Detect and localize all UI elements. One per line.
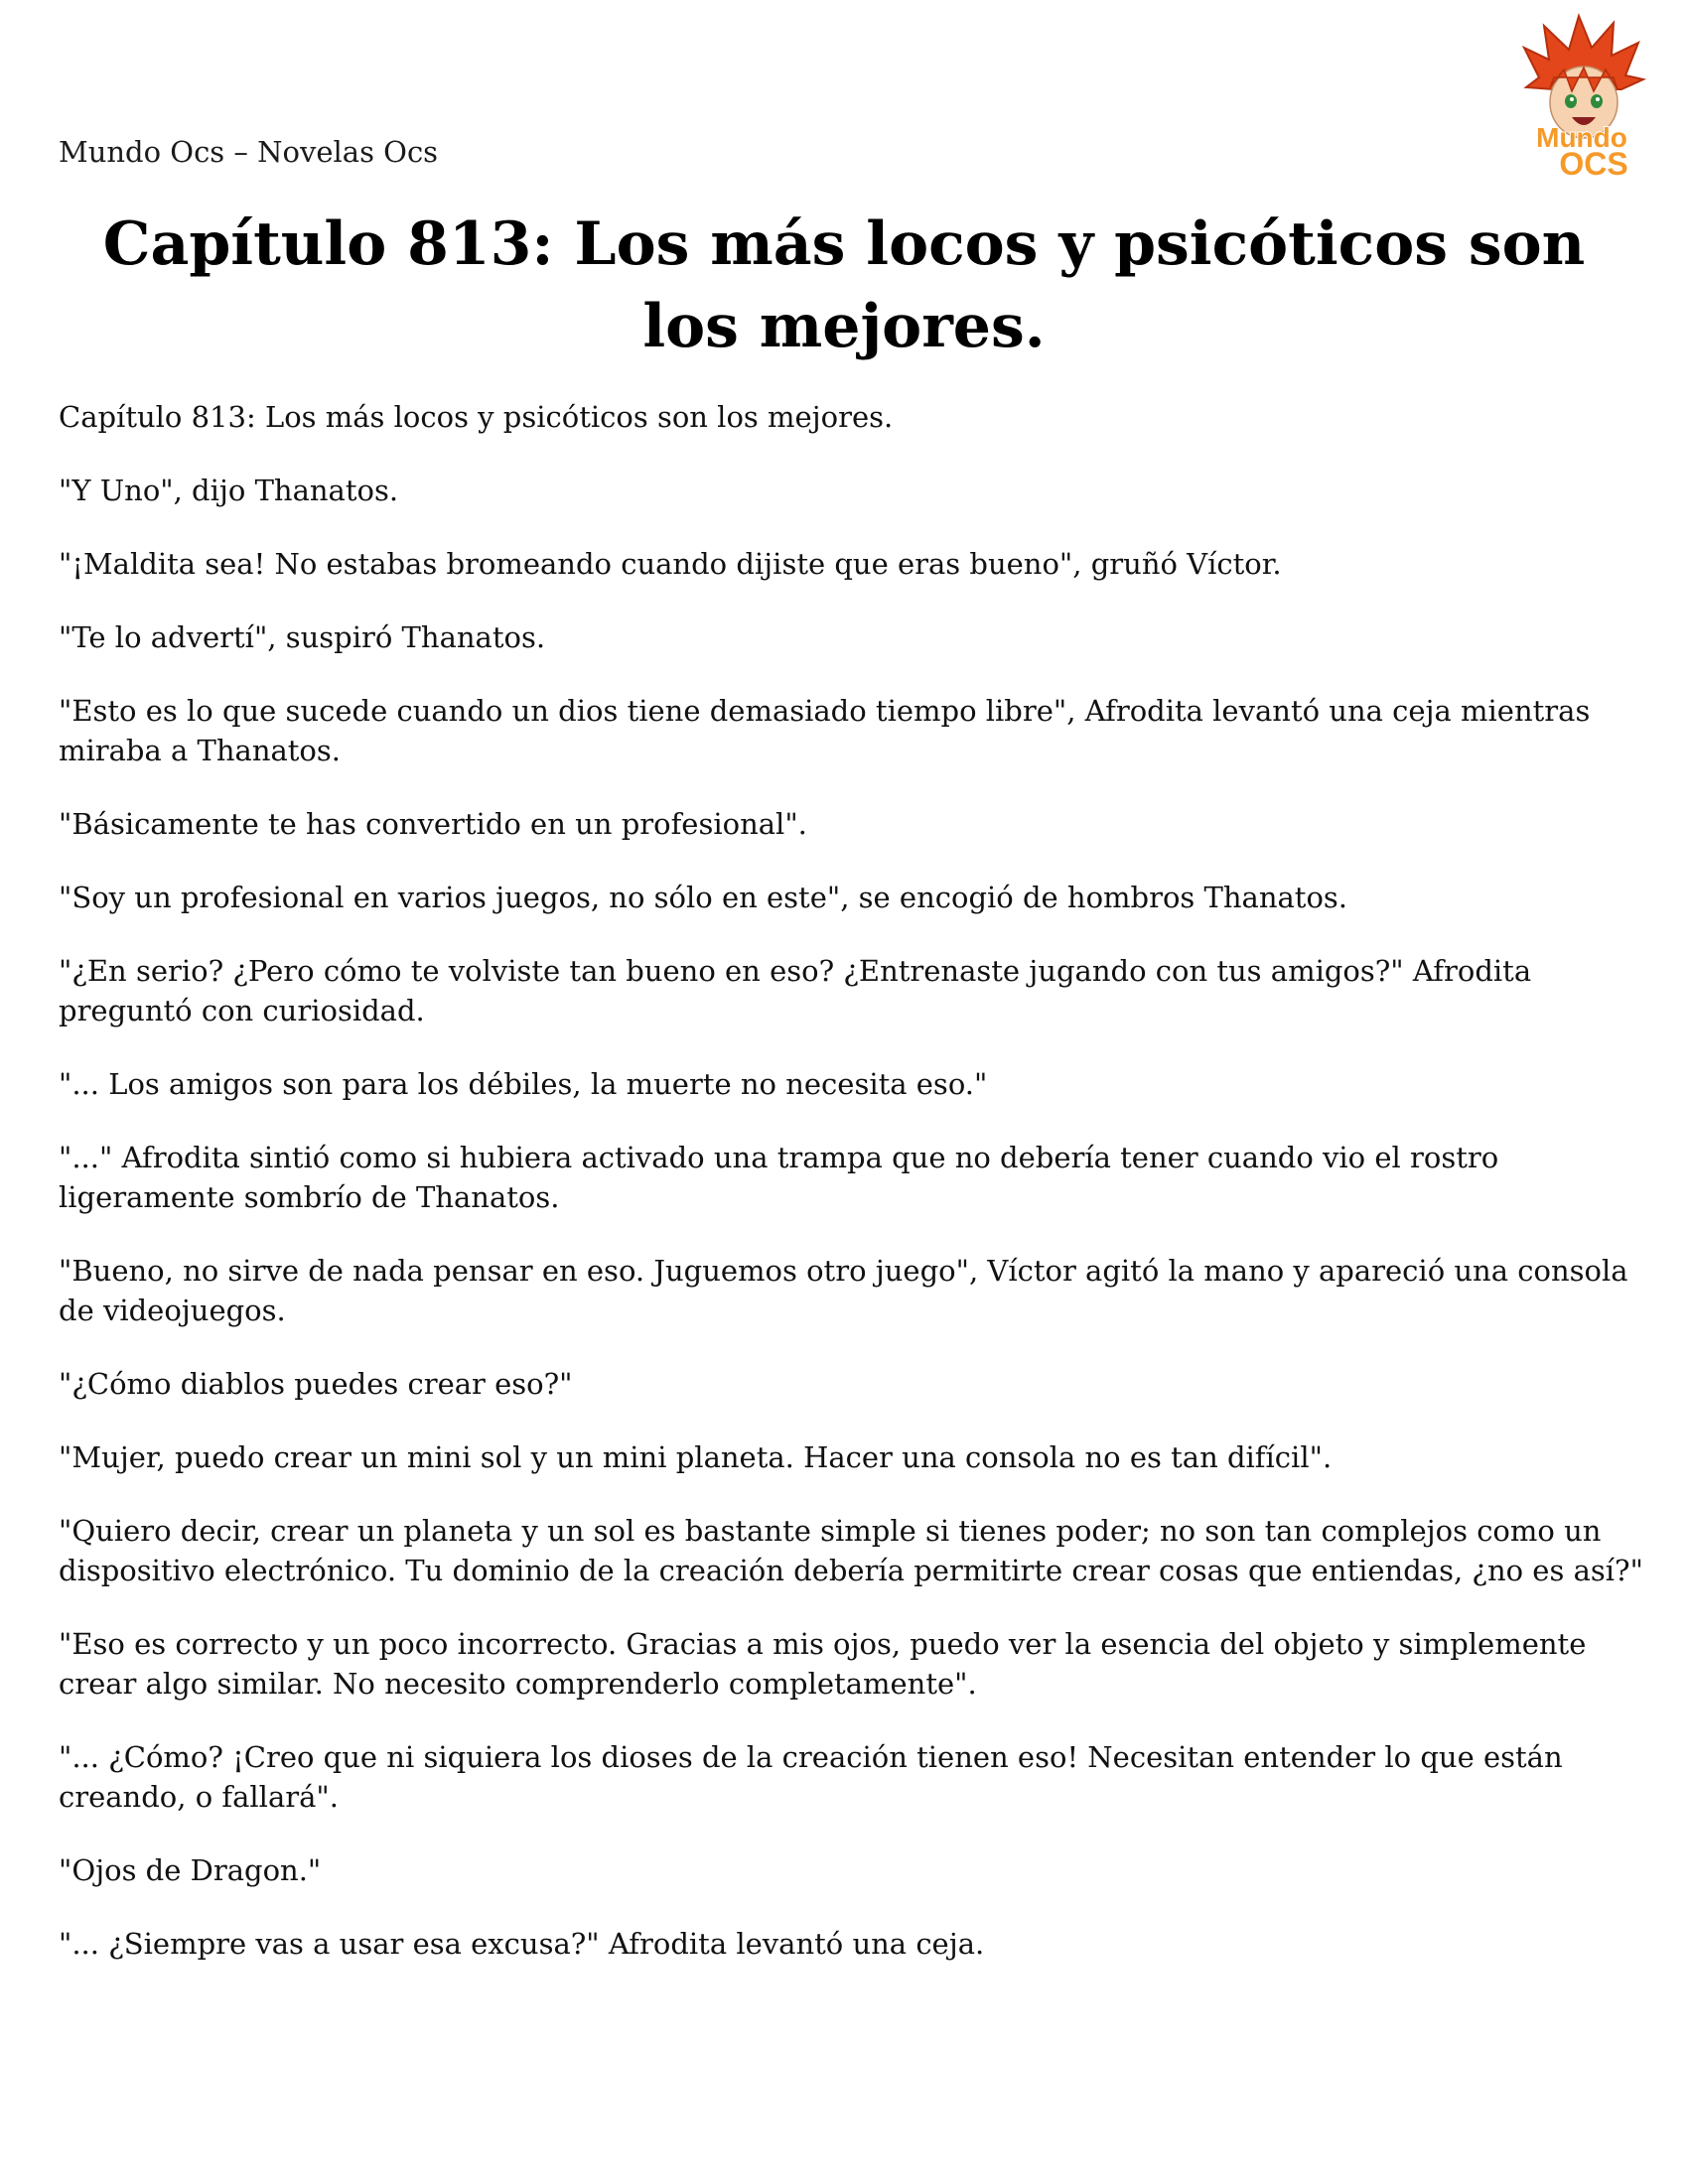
logo-left-eye (1565, 94, 1577, 108)
paragraph: "¡Maldita sea! No estabas bromeando cuando dijiste que eras bueno", gruñó Víctor. (59, 547, 1282, 581)
paragraph: "Quiero decir, crear un planeta y un sol es bastante simple si tienes poder; no son tan complejos como un dispositivo electrónico. Tu dominio de la creación debería permitirte crear cosas que entiendas, ¿no es así?" (59, 1514, 1643, 1587)
paragraph: Capítulo 813: Los más locos y psicóticos son los mejores. (59, 400, 894, 434)
paragraph: "Mujer, puedo crear un mini sol y un mini planeta. Hacer una consola no es tan difícil". (59, 1440, 1333, 1474)
logo-right-eye (1591, 94, 1603, 108)
chapter-body (59, 397, 1647, 1997)
document-header: Mundo Ocs – Novelas Ocs (59, 135, 439, 169)
logo-text-mundo: Mundo (1536, 122, 1627, 153)
paragraph: "Y Uno", dijo Thanatos. (59, 474, 399, 507)
paragraph: "¿En serio? ¿Pero cómo te volviste tan bueno en eso? ¿Entrenaste jugando con tus amigos?" Afrodita preguntó con curiosidad. (59, 954, 1532, 1027)
paragraph: "Básicamente te has convertido en un profesional". (59, 807, 807, 841)
paragraph: "Esto es lo que sucede cuando un dios tiene demasiado tiempo libre", Afrodita levantó una ceja mientras miraba a Thanatos. (59, 694, 1591, 767)
paragraph: "Bueno, no sirve de nada pensar en eso. Juguemos otro juego", Víctor agitó la mano y apareció una consola de videojuegos. (59, 1254, 1628, 1327)
chapter-title: Capítulo 813: Los más locos y psicóticos son los mejores. (102, 209, 1586, 361)
paragraph: "Soy un profesional en varios juegos, no sólo en este", se encogió de hombros Thanatos. (59, 881, 1348, 914)
paragraph: "Te lo advertí", suspiró Thanatos. (59, 620, 546, 654)
paragraph: "Ojos de Dragon." (59, 1853, 322, 1887)
paragraph: "... Los amigos son para los débiles, la muerte no necesita eso." (59, 1067, 988, 1101)
paragraph: "... ¿Siempre vas a usar esa excusa?" Afrodita levantó una ceja. (59, 1927, 985, 1961)
mundo-ocs-logo (1494, 8, 1668, 182)
logo-text-ocs: OCS (1559, 146, 1628, 182)
paragraph: "..." Afrodita sintió como si hubiera activado una trampa que no debería tener cuando vio el rostro ligeramente sombrío de Thanatos. (59, 1141, 1499, 1214)
paragraph: "¿Cómo diablos puedes crear eso?" (59, 1367, 573, 1401)
paragraph: "... ¿Cómo? ¡Creo que ni siquiera los dioses de la creación tienen eso! Necesitan entender lo que están creando, o fallará". (59, 1740, 1563, 1814)
paragraph: "Eso es correcto y un poco incorrecto. Gracias a mis ojos, puedo ver la esencia del objeto y simplemente crear algo similar. No necesito comprenderlo completamente". (59, 1627, 1587, 1701)
